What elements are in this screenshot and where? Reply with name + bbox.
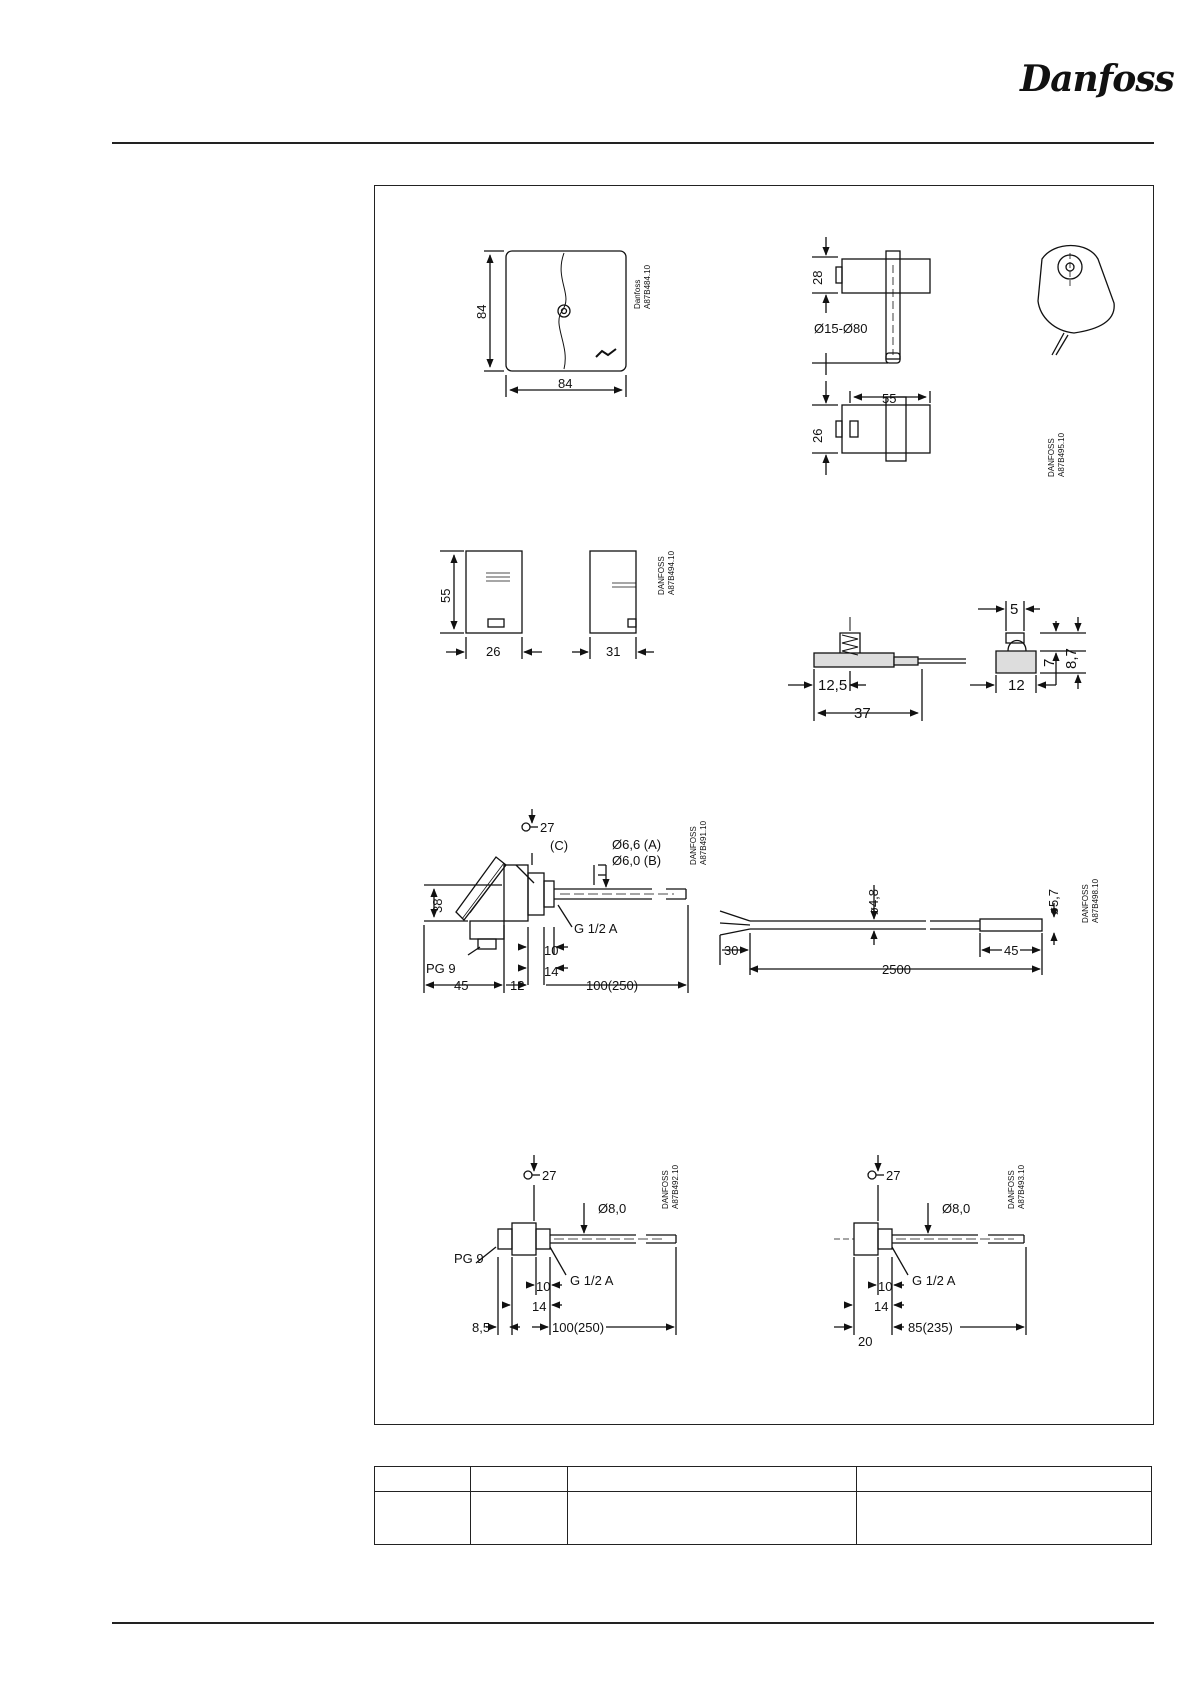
duct-w2-dim: 31	[606, 644, 621, 659]
cable-maker: DANFOSS	[1081, 884, 1090, 923]
plain-d10: 10	[878, 1279, 893, 1294]
gland-d85: 8,5	[472, 1320, 491, 1335]
table-header-row	[375, 1467, 1152, 1492]
table-header-cell	[857, 1467, 1152, 1492]
immersion-gland-sensor-drawing	[476, 1155, 676, 1335]
plain-thread: G 1/2 A	[912, 1273, 956, 1288]
duct-box-sensor-drawing	[440, 551, 654, 659]
spec-table	[374, 1466, 1152, 1545]
pipe-clamp-sensor-drawing	[812, 237, 1114, 475]
clamp-maker: DANFOSS	[1047, 438, 1056, 477]
surface-d1-dim: 12,5	[818, 677, 848, 694]
room-sensor-drawing	[484, 251, 626, 397]
duct-w1-dim: 26	[486, 644, 501, 659]
plain-maker: DANFOSS	[1007, 1170, 1016, 1209]
dimension-drawings	[374, 185, 1154, 1425]
duct-h-dim: 55	[438, 588, 453, 603]
clamp-dia-dim: Ø15-Ø80	[814, 321, 868, 336]
footer-rule	[112, 1622, 1154, 1624]
table-cell	[375, 1492, 471, 1545]
head-d12: 12	[510, 978, 525, 993]
surface-d5-dim: 7	[1041, 658, 1058, 667]
gland-pg: PG 9	[454, 1251, 484, 1266]
clamp-code: A87B495.10	[1057, 432, 1066, 477]
room-height-dim: 84	[474, 304, 489, 319]
cable-len: 2500	[882, 962, 911, 977]
table-cell	[471, 1492, 568, 1545]
plain-wrench-dim: 27	[886, 1168, 901, 1183]
head-code: A87B491.10	[699, 820, 708, 865]
head-maker: DANFOSS	[689, 826, 698, 865]
head-thread: G 1/2 A	[574, 921, 618, 936]
danfoss-logo: Danfoss	[1020, 58, 1174, 100]
duct-code: A87B494.10	[667, 550, 676, 595]
gland-thread: G 1/2 A	[570, 1273, 614, 1288]
table-header-cell	[375, 1467, 471, 1492]
cable-d45: 45	[1004, 943, 1019, 958]
head-dia-a: Ø6,6 (A)	[612, 837, 662, 852]
plain-code: A87B493.10	[1017, 1164, 1026, 1209]
cable-code: A87B498.10	[1091, 878, 1100, 923]
gland-code: A87B492.10	[671, 1164, 680, 1209]
surface-d3-dim: 5	[1010, 601, 1019, 618]
head-d10: 10	[544, 943, 559, 958]
gland-d14: 14	[532, 1299, 547, 1314]
room-width-dim: 84	[558, 376, 573, 391]
gland-dia: Ø8,0	[598, 1201, 627, 1216]
room-code: A87B484.10	[643, 264, 652, 309]
duct-maker: DANFOSS	[657, 556, 666, 595]
cable-d30: 30	[724, 943, 739, 958]
table-cell	[857, 1492, 1152, 1545]
table-header-cell	[471, 1467, 568, 1492]
immersion-plain-sensor-drawing	[834, 1155, 1026, 1335]
gland-maker: DANFOSS	[661, 1170, 670, 1209]
surface-d6-dim: 8,7	[1063, 648, 1080, 669]
cable-dia2: ø5,7	[1046, 888, 1061, 915]
head-len: 100(250)	[586, 978, 639, 993]
head-gland: PG 9	[426, 961, 456, 976]
head-c-label: (C)	[550, 838, 569, 853]
head-d14: 14	[544, 964, 559, 979]
head-d45: 45	[454, 978, 469, 993]
table-cell	[568, 1492, 857, 1545]
gland-len: 100(250)	[552, 1320, 605, 1335]
gland-wrench-dim: 27	[542, 1168, 557, 1183]
gland-d10: 10	[536, 1279, 551, 1294]
room-maker: Danfoss	[633, 279, 642, 309]
clamp-h1-dim: 28	[810, 270, 825, 285]
table-row	[375, 1492, 1152, 1545]
header-rule	[112, 142, 1154, 144]
plain-d14: 14	[874, 1299, 889, 1314]
cable-dia1: ø4,8	[866, 888, 881, 915]
plain-dia: Ø8,0	[942, 1201, 971, 1216]
head-wrench-dim: 27	[540, 820, 555, 835]
surface-d2-dim: 37	[854, 705, 871, 722]
head-dia-b: Ø6,0 (B)	[612, 853, 662, 868]
plain-len: 85(235)	[908, 1320, 953, 1335]
clamp-h2-dim: 26	[810, 428, 825, 443]
clamp-w-dim: 55	[882, 391, 897, 406]
table-header-cell	[568, 1467, 857, 1492]
head-h-dim: 38	[430, 898, 445, 913]
surface-d4-dim: 12	[1008, 677, 1025, 694]
plain-d20: 20	[858, 1334, 873, 1349]
